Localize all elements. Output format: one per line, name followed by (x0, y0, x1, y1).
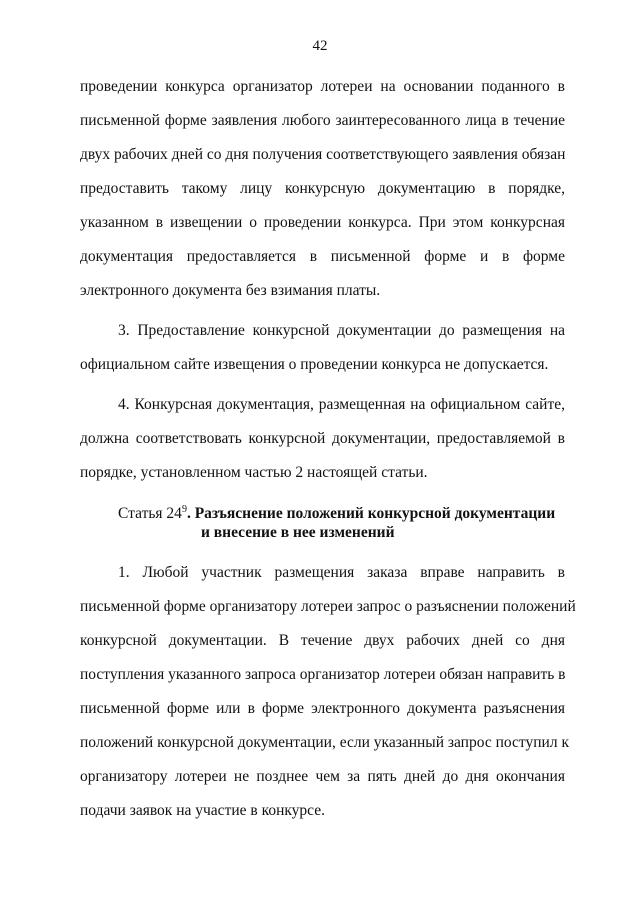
text-line: поступления указанного запроса организатор лотереи обязан направить в (80, 666, 566, 683)
paragraphs-after (80, 556, 576, 828)
paragraph-p-4 (80, 388, 565, 490)
paragraph-p-continued (80, 70, 565, 308)
text-line: порядке, установленном частью 2 настоящей статьи. (80, 464, 428, 481)
text-line: указанном в извещении о проведении конкурса. При этом конкурсная (80, 214, 565, 231)
article-heading (80, 504, 565, 542)
text-line: 3. Предоставление конкурсной документации до размещения на (118, 322, 565, 339)
text-line: 1. Любой участник размещения заказа вправе направить в (118, 564, 565, 581)
body-text (80, 70, 576, 828)
text-line: конкурсной документации. В течение двух рабочих дней со дня (80, 632, 565, 649)
article-superscript: 9 (181, 503, 187, 515)
text-line: официальном сайте извещения о проведении конкурса не допускается. (80, 356, 549, 373)
text-line: организатору лотереи не позднее чем за пять дней до дня окончания (80, 768, 565, 785)
page-number: 42 (312, 38, 328, 54)
text-line: предоставить такому лицу конкурсную документацию в порядке, (80, 180, 565, 197)
text-line: письменной форме или в форме электронного документа разъяснения (80, 700, 565, 717)
article-heading-line-1 (80, 504, 565, 523)
text-line: 4. Конкурсная документация, размещенная на официальном сайте, (118, 396, 565, 413)
text-line: документация предоставляется в письменной форме и в форме (80, 248, 565, 265)
paragraph-p-a1 (80, 556, 576, 828)
text-line: положений конкурсной документации, если указанный запрос поступил к (80, 734, 569, 751)
paragraphs-before (80, 70, 565, 490)
article-title-line-1: . Разъяснение положений конкурсной документации (186, 505, 556, 522)
paragraph-p-3 (80, 314, 565, 382)
text-line: двух рабочих дней со дня получения соответствующего заявления обязан (80, 146, 566, 163)
article-title-line-2: и внесение в нее изменений (201, 524, 395, 541)
text-line: должна соответствовать конкурсной документации, предоставляемой в (80, 430, 565, 447)
text-line: письменной форме заявления любого заинтересованного лица в течение (80, 112, 565, 129)
text-line: письменной форме организатору лотереи запрос о разъяснении положений (80, 598, 576, 615)
text-line: электронного документа без взимания платы. (80, 282, 381, 299)
text-line: подачи заявок на участие в конкурсе. (80, 802, 326, 819)
article-prefix: Статья 24 (118, 505, 182, 522)
text-line: проведении конкурса организатор лотереи на основании поданного в (80, 78, 565, 95)
